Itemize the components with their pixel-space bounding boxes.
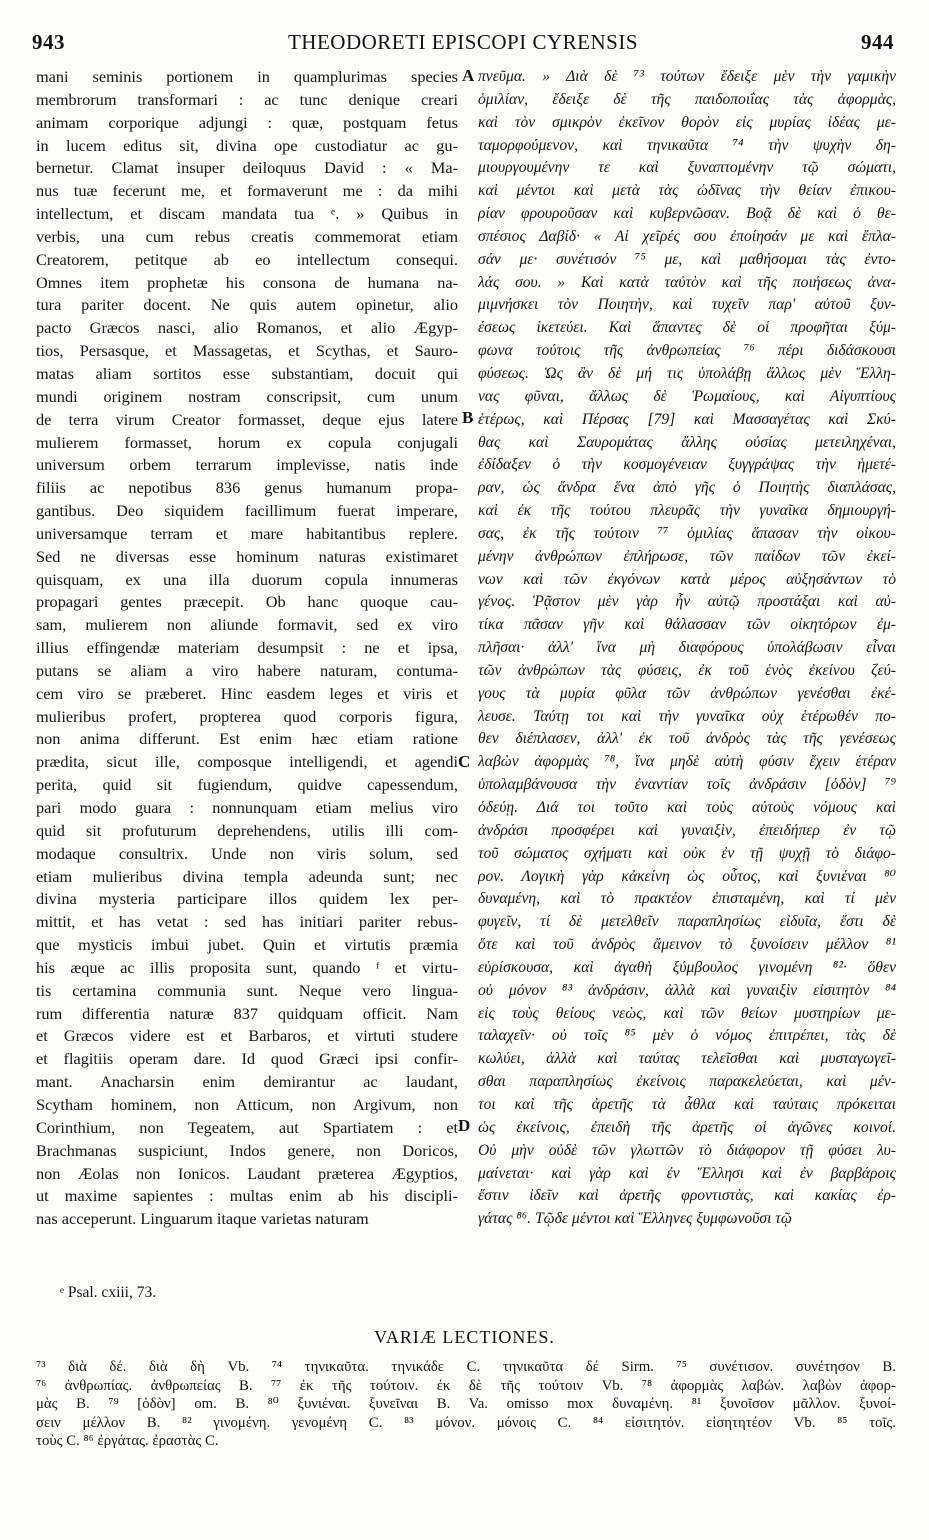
latin-text-line: ut maxime sapientes : multas enim ab his discipli-: [36, 1186, 458, 1206]
latin-text-line: matas aliam sortitos esse substantiam, docuit qui: [36, 363, 458, 383]
greek-text-line: θεν διέπλασεν, ἀλλ' ἐκ τοῦ ἀνδρὸς τὰς τῆς γενέσεως: [478, 730, 896, 748]
latin-text-line: putans se aliam a viro habere naturam, contuma-: [36, 660, 458, 680]
latin-text-line: prædita, sicut ille, composque intelligendi, et agendi: [36, 752, 458, 772]
latin-text-line: intellectum, et discam mandata tua ᵉ. » Quibus in: [36, 204, 458, 224]
latin-text-line: non Æolas non Ionicos. Laudant præterea Ægyptios,: [36, 1163, 458, 1183]
latin-text-line: membrorum transformari : ac tunc denique creari: [36, 89, 458, 109]
greek-text-line: πλῆσαι· ἀλλ' ἵνα μὴ διαφόρους ὑπολάβωσιν εἶναι: [478, 639, 896, 657]
latin-text-line: et flagitiis operam dare. Id quod Græci ipsi confir-: [36, 1049, 458, 1069]
latin-text-line: modaque consultrix. Unde non viris solum, sed: [36, 843, 458, 863]
latin-text-line: perita, quid sit fugiendum, quidve capessendum,: [36, 775, 458, 795]
greek-text-line: μιμνήσκει τὸν Ποιητὴν, καὶ τυχεῖν παρ' αὐτοῦ ξυν-: [478, 296, 896, 314]
latin-text-line: nas acceperunt. Linguarum itaque varietas naturam: [36, 1209, 369, 1229]
greek-text-line: οὐ μόνον ⁸³ ἀνδράσιν, ἀλλὰ καὶ γυναιξὶν εἰσιτητὸν ⁸⁴: [478, 981, 896, 999]
latin-text-line: nus tuæ fecerunt me, et formaverunt me : da mihi: [36, 181, 458, 201]
greek-text-line: γους τὰ μυρία φῦλα τῶν ἀνθρώπων γενέσθαι ἐκέ-: [478, 684, 896, 702]
variae-lectiones-title: VARIÆ LECTIONES.: [374, 1327, 555, 1347]
greek-text-line: μιουργουμένην τε καὶ ξυναπτομένην τῷ σώματι,: [478, 159, 896, 177]
latin-text-line: tura pariter docent. Ne quis autem opinetur, alio: [36, 295, 458, 315]
greek-text-line: καὶ τὸν σμικρὸν ἐκεῖνον θορὸν εἰς μυρίας ἰδέας με-: [478, 113, 896, 131]
latin-text-line: Corinthium, non Tegeatem, aut Spartiatem : et: [36, 1117, 458, 1137]
greek-text-line: ὡς ἐκείνοις, ἐπειδὴ τῆς ἀρετῆς οἱ ἀγῶνες κοινοί.: [478, 1118, 896, 1136]
greek-text-line: ἀνδράσι προσφέρει καὶ γυναιξὶν, ἐπειδήπερ ἐν τῷ: [478, 821, 896, 839]
latin-text-line: mant. Anacharsin enim demirantur ac laudant,: [36, 1072, 458, 1092]
greek-text-line: νας φῦναι, ἄλλως δὲ Ῥωμαίους, καὶ Αἰγυπτίους: [478, 387, 896, 405]
margin-mark-d: D: [458, 1116, 471, 1135]
greek-text-line: τοῦ σώματος σχήματι καὶ οὐκ ἐν τῇ ψυχῇ τὸ διάφο-: [478, 844, 896, 862]
greek-text-line: κωλύει, ἀλλὰ καὶ ταύτας τελεῖσθαι καὶ μυσταγωγεῖ-: [478, 1050, 896, 1068]
greek-text-line: μαίνεται· καὶ γὰρ καὶ ἐν Ἕλλησι καὶ ἐν βαρβάροις: [478, 1164, 896, 1182]
greek-text-line: ρον. Λογικὴ γὰρ κἀκείνη ὡς οὗτος, καὶ ξυνιέναι ⁸⁰: [478, 867, 896, 885]
latin-text-line: mulierem formasset, horum ex copula conjugali: [36, 432, 458, 452]
latin-text-line: tios, Persasque, et Massagetas, et Scythas, et Sauro-: [36, 341, 458, 361]
greek-text-line: λαβὼν ἀφορμὰς ⁷⁸, ἵνα μηδὲ αὐτὴ φύσιν ἔχειν ἑτέραν: [478, 753, 896, 771]
latin-text-line: non anima differunt. Est enim hæc etiam ratione: [36, 729, 458, 749]
latin-text-line: animam corporique adjungi : quæ, postquam fetus: [36, 112, 458, 132]
greek-text-line: ὁδεύῃ. Διά τοι τοῦτο καὶ τοὺς αὐτοὺς νόμους καὶ: [478, 799, 896, 816]
latin-text-line: mittit, et has vetat : sed has initiari pariter rebus-: [36, 912, 458, 932]
latin-text-line: filiis ac nepotibus 836 genus humanum propa-: [36, 478, 458, 498]
greek-text-line: φωνα τούτοις τῆς ἀνθρωπείας ⁷⁶ πέρι διδάσκουσι: [478, 342, 896, 360]
latin-text-line: sam, mulierem non aliunde formavit, sed ex viro: [36, 615, 458, 635]
greek-text-line: λευσε. Ταύτῃ τοι καὶ τὴν γυναῖκα οὐχ ἑτέρωθέν πο-: [478, 707, 896, 725]
greek-text-line: θας καὶ Σαυρομάτας ἄλλης οὐσίας μετειληχέναι,: [478, 433, 896, 451]
page-number-right: 944: [861, 30, 894, 54]
latin-text-line: universum orbem terrarum implevisse, natis inde: [36, 455, 458, 475]
greek-text-line: καὶ μέντοι καὶ μετὰ τὰς ὠδῖνας τὴν θείαν ἐπικου-: [478, 182, 896, 200]
variant-reading-line: ⁷⁶ ἀνθρωπίας. ἀνθρωπείας B. ⁷⁷ ἐκ τῆς τούτοιν. ἐκ δὲ τῆς τούτοιν Vb. ⁷⁸ ἀφορμὰς λαβών. λαβὼν ἀφορ-: [36, 1377, 896, 1394]
greek-text-line: καὶ ἐκ τῆς τούτου πλευρᾶς τὴν γυναῖκα δημιουργή-: [478, 502, 896, 520]
greek-text-line: νων καὶ τῶν ἐκγόνων κατὰ μέρος αὐξησάντων τὸ: [478, 570, 896, 588]
greek-text-line: ὁμιλίαν, ἔδειξε δὲ τῆς παιδοποιΐας τὰς ἀφορμὰς,: [478, 90, 896, 108]
greek-text-line: ὅτε καὶ τοῦ ἀνδρὸς ἄμεινον τὸ ξυνοίσειν μέλλον ⁸¹: [478, 936, 896, 954]
latin-text-line: quid sit profuturum deprehendens, utilis illi com-: [36, 820, 458, 840]
latin-text-line: et Græcos videre est et Barbaros, et virtuti studere: [36, 1026, 458, 1046]
greek-text-line: ἔστιν ἰδεῖν καὶ ἀρετῆς φροντιστὰς, καὶ κακίας ἐρ-: [478, 1187, 896, 1205]
greek-text-line: τοι καὶ τῆς ἀρετῆς τὰ ἆθλα καὶ ταύταις πρόκειται: [478, 1095, 896, 1113]
latin-text-line: Scytham hominem, non Atticum, non Argivum, non: [36, 1094, 458, 1114]
latin-text-line: propagari gentes præcepit. Ob hanc quoque cau-: [36, 592, 458, 612]
greek-text-line: ραν, ὡς ἄνδρα ἕνα ἀπὸ γῆς ὁ Ποιητὴς διαπλάσας,: [478, 479, 896, 497]
greek-text-line: μένην ἀνθρώπων ἐπλήρωσε, τῶν παίδων τῶν ἐκεί-: [478, 547, 896, 565]
variant-reading-line: τοὺς C. ⁸⁶ ἐργάτας. ἐραστὰς C.: [36, 1433, 219, 1449]
latin-text-line: Creatorem, petitque ab eo intellectum consequi.: [36, 249, 458, 269]
latin-text-line: cem viro se præberet. Hinc easdem leges et viris et: [36, 683, 458, 703]
latin-text-line: Brachmanas suspiciunt, Indos genere, non Doricos,: [36, 1140, 458, 1160]
variant-reading-line: ⁷³ διὰ δέ. διὰ δὴ Vb. ⁷⁴ τηνικαῦτα. τηνικάδε C. τηνικαῦτα δέ Sirm. ⁷⁵ συνέτισον. συνέτησον B.: [36, 1359, 896, 1375]
latin-text-line: in lucem editus sit, divina ope custodiatur ac gu-: [36, 135, 458, 155]
greek-text-line: εὑρίσκουσα, καὶ ἀγαθὴ ξύμβουλος γινομένη ⁸²· ὅθεν: [478, 958, 896, 976]
greek-text-line: λάς σου. » Καὶ κατὰ ταὐτὸν καὶ τῆς ποιήσεως ἀνα-: [478, 273, 896, 291]
margin-mark-b: B: [462, 408, 474, 427]
greek-text-line: ρίαν φρουροῦσαν καὶ κυβερνῶσαν. Βοᾷ δὲ καὶ ὁ θε-: [478, 205, 896, 223]
greek-text-line: Οὐ μὴν οὐδὲ τῶν γλωττῶν τὸ διάφορον τῇ φύσει λυ-: [478, 1141, 896, 1159]
margin-mark-c: C: [458, 752, 471, 771]
greek-text-line: σας, ἐκ τῆς τούτοιν ⁷⁷ ὁμιλίας ἅπασαν τὴν οἰκου-: [478, 524, 896, 542]
variae-lectiones: [36, 1358, 896, 1451]
latin-text-line: bernetur. Clamat insuper deiloquus David : « Ma-: [36, 158, 458, 178]
latin-text-line: divina mysteria participare illos quidem lex per-: [36, 889, 458, 909]
latin-text-line: universamque terram et mare habitantibus replere.: [36, 523, 458, 543]
latin-text-line: que mysticis imbui jubet. Quin et virtutis præmia: [36, 935, 458, 955]
greek-text-line: τίκα πᾶσαν γῆν καὶ θάλασσαν τῶν οἰκητόρων ἐμ-: [478, 616, 896, 634]
greek-text-line: σθαι παραπλησίως ἐκείνοις παρακελεύεται, καὶ μέν-: [478, 1073, 896, 1091]
page-number-left: 943: [32, 30, 65, 54]
latin-text-line: tis certamina communia sunt. Neque vero lingua-: [36, 980, 458, 1000]
latin-text-line: mani seminis portionem in quamplurimas species: [36, 67, 458, 86]
variant-reading-line: σειν μέλλον B. ⁸² γινομένη. γενομένη C. ⁸³ μόνον. μόνοις C. ⁸⁴ εἰσιτητόν. εἰσητητέον Vb. ⁸⁵ τοῖς.: [36, 1414, 896, 1431]
latin-text-line: pacto Græcos nasci, alio Romanos, et alio Ægyp-: [36, 318, 458, 338]
page-header: [32, 30, 894, 62]
greek-text-line: ὑπολαμβάνουσα τὴν ἐναντίαν τοῖς ἀνδράσιν [ὁδὸν] ⁷⁹: [478, 776, 896, 794]
latin-text-line: gantibus. Deo siquidem facillimum fuerat imperare,: [36, 501, 458, 521]
greek-text-line: εἰς τοὺς θείους νεὼς, καὶ τῶν θείων μυστηρίων με-: [478, 1004, 896, 1022]
greek-text-line: πνεῦμα. » Διὰ δὲ ⁷³ τούτων ἔδειξε μὲν τὴν γαμικὴν: [478, 68, 896, 85]
greek-text-line: φυγεῖν, τί δὲ μετελθεῖν παραπλησίως εἰδυῖα, ἔστι δὲ: [478, 913, 896, 931]
footnote: ᵉ Psal. cxiii, 73.: [60, 1284, 157, 1301]
latin-text-line: de terra virum Creator formasset, deque ejus latere: [36, 409, 458, 429]
latin-text-line: etiam mulieribus divina templa adeunda sunt; nec: [36, 866, 458, 886]
margin-mark-a: A: [462, 66, 475, 85]
latin-text-line: rum differentia naturæ 837 quidquam officit. Nam: [36, 1003, 458, 1023]
variant-reading-line: μὰς B. ⁷⁹ [ὁδὸν] om. B. ⁸⁰ ξυνιέναι. ξυνεῖναι B. Va. omisso mox δυναμένη. ⁸¹ ξυνοῖσον μᾶλλον. ξυνοί-: [36, 1396, 896, 1412]
latin-text-line: mundi originem nostram conscripsit, cum unum: [36, 386, 458, 406]
latin-text-line: quisquam, ex una illa duorum copula innumeras: [36, 569, 458, 589]
greek-text-line: φύσεως. Ὡς ἂν δὲ μή τις ὑπολάβῃ ἄλλως μὲν Ἕλλη-: [478, 364, 896, 382]
latin-text-line: verbis, una cum rebus creatis commemorat etiam: [36, 226, 458, 246]
greek-text-line: ἐδίδαξεν ὁ τὴν κοσμογένειαν ξυγγράψας τὴν ἡμετέ-: [478, 456, 896, 474]
greek-text-line: ἑτέρως, καὶ Πέρσας [79] καὶ Μασσαγέτας καὶ Σκύ-: [478, 410, 896, 428]
latin-text-line: pari modo guara : nonnunquam etiam melius viro: [36, 798, 458, 817]
greek-text-line: γάτας ⁸⁶. Τῷδε μέντοι καὶ Ἕλληνες ξυμφωνοῦσι τῷ: [478, 1210, 792, 1228]
greek-text-line: δυναμένη, καὶ τὸ πρακτέον ἐπισταμένη, καὶ τί μὲν: [478, 890, 896, 908]
latin-column: [36, 66, 458, 1231]
greek-text-line: σπέσιος Δαβίδ· « Αἱ χεῖρές σου ἐποίησάν με καὶ ἔπλα-: [478, 227, 896, 245]
greek-text-line: έσεως ἱκετεύει. Καὶ ἅπαντες δὲ οἱ προφῆται ξύμ-: [478, 319, 896, 337]
running-title: THEODORETI EPISCOPI CYRENSIS: [287, 30, 639, 54]
greek-text-line: ταμορφούμενον, καὶ τηνικαῦτα ⁷⁴ τὴν ψυχὴν δη-: [478, 136, 896, 154]
greek-text-line: τῶν ἀνθρώπων τὰς φύσεις, ἐκ τοῦ ἑνὸς ἐκείνου ζεύ-: [478, 661, 896, 679]
latin-text-line: Omnes item prophetæ his consona de humana na-: [36, 272, 458, 292]
greek-column: [478, 66, 896, 1231]
greek-text-line: ταλαχεῖν· οὐ τοῖς ⁸⁵ μὲν ὁ νόμος ἐπιτρέπει, τὰς δὲ: [478, 1027, 896, 1045]
latin-text-line: Sed ne diversas esse hominum naturas existimaret: [36, 546, 458, 566]
greek-text-line: γένος. Ῥᾷστον μὲν γὰρ ἦν αὐτῷ προστάξαι καὶ αὐ-: [478, 593, 896, 611]
greek-text-line: σάν με· συνέτισόν ⁷⁵ με, καὶ μαθήσομαι τὰς ἐντο-: [478, 250, 896, 268]
latin-text-line: his æque ac illis proposita sunt, quando ᶠ et virtu-: [36, 957, 458, 977]
latin-text-line: mulieribus profert, propterea quod corporis figura,: [36, 706, 458, 726]
latin-text-line: illius effingendæ materiam desumpsit : ne et ipsa,: [36, 638, 458, 658]
